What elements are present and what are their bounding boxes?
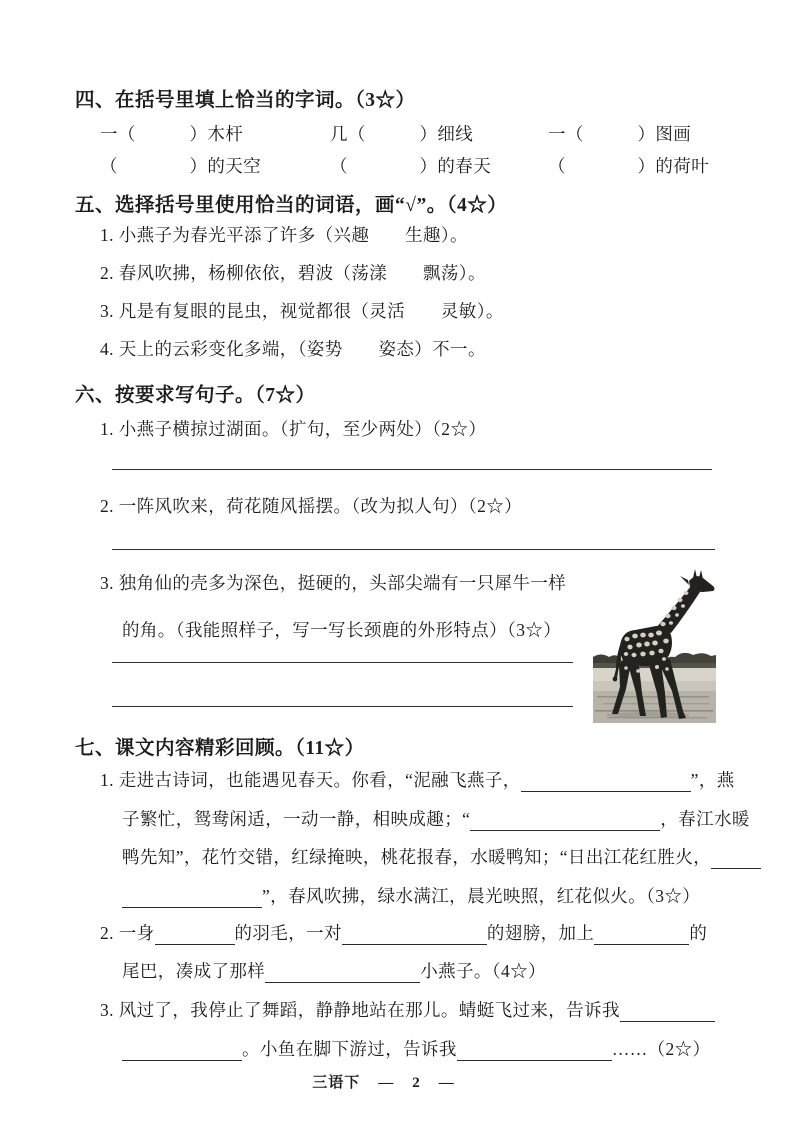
fill-in-blank[interactable] — [265, 964, 420, 983]
question-7-2-line2 — [122, 958, 546, 983]
text-run: 的羽毛，一对 — [234, 923, 342, 943]
question-7-3-line1 — [100, 997, 715, 1022]
answer-line[interactable] — [112, 549, 715, 550]
question-6-1: 1. 小燕子横掠过湖面。（扩句，至少两处）（2☆） — [100, 419, 487, 439]
choice-item-2[interactable]: 2. 春风吹拂，杨柳依依，碧波（荡漾 飘荡）。 — [100, 263, 486, 283]
text-run: 的翅膀，加上 — [486, 923, 595, 943]
fill-blank-item[interactable]: 一（ ）木杆 — [100, 124, 244, 144]
fill-in-blank[interactable] — [470, 812, 660, 831]
question-7-2-line1 — [100, 920, 707, 945]
fill-in-blank[interactable] — [594, 926, 689, 945]
fill-in-blank[interactable] — [342, 926, 487, 945]
footer-book-label: 三语下 — [312, 1075, 361, 1091]
fill-in-blank[interactable] — [711, 850, 761, 869]
choice-item-4[interactable]: 4. 天上的云彩变化多端，（姿势 姿态）不一。 — [100, 339, 486, 359]
footer-page-number: 2 — [412, 1075, 421, 1091]
text-run: 鸭先知”，花竹交错，红绿掩映，桃花报春，水暖鸭知；“日出江花红胜火， — [122, 847, 712, 867]
answer-line[interactable] — [112, 662, 573, 663]
giraffe-illustration — [593, 565, 716, 723]
page-footer — [0, 1071, 767, 1092]
section-five-title: 五、选择括号里使用恰当的词语，画“√”。（4☆） — [75, 195, 508, 216]
text-run: ”，燕 — [690, 770, 735, 790]
text-run: 2. 一身 — [100, 923, 155, 943]
question-7-1-line2 — [122, 806, 750, 831]
giraffe-photo — [593, 565, 716, 723]
fill-blank-item[interactable]: （ ）的春天 — [330, 156, 492, 176]
text-run: ”，春风吹拂，绿水满江，晨光映照，红花似火。（3☆） — [262, 886, 701, 906]
text-run: ，春江水暖 — [660, 809, 750, 829]
answer-line[interactable] — [112, 706, 573, 707]
question-7-1-line1 — [100, 767, 735, 792]
footer-dash: — — [438, 1075, 455, 1091]
text-run: 的 — [689, 923, 708, 943]
section-six-title: 六、按要求写句子。（7☆） — [75, 385, 316, 406]
answer-line[interactable] — [112, 469, 712, 470]
text-run: 尾巴，凑成了那样 — [122, 961, 266, 981]
text-run: 1. 走进古诗词，也能遇见春天。你看，“泥融飞燕子， — [100, 770, 521, 790]
fill-in-blank[interactable] — [122, 1042, 242, 1061]
fill-in-blank[interactable] — [457, 1042, 612, 1061]
section-seven-title: 七、课文内容精彩回顾。（11☆） — [75, 738, 365, 759]
fill-in-blank[interactable] — [155, 926, 235, 945]
fill-blank-item[interactable]: 几（ ）细线 — [330, 124, 474, 144]
fill-in-blank[interactable] — [521, 773, 691, 792]
choice-item-1[interactable]: 1. 小燕子为春光平添了许多（兴趣 生趣）。 — [100, 225, 468, 245]
fill-blank-item[interactable]: （ ）的天空 — [100, 156, 262, 176]
question-6-3-line2: 的角。（我能照样子，写一写长颈鹿的外形特点）（3☆） — [122, 620, 562, 640]
footer-dash: — — [378, 1075, 395, 1091]
text-run: ……（2☆） — [611, 1039, 711, 1059]
text-run: 3. 风过了，我停止了舞蹈，静静地站在那儿。蜻蜓飞过来，告诉我 — [100, 1000, 620, 1020]
question-7-1-line3 — [122, 844, 761, 869]
question-6-2: 2. 一阵风吹来，荷花随风摇摆。（改为拟人句）（2☆） — [100, 496, 523, 516]
fill-in-blank[interactable] — [122, 889, 262, 908]
choice-item-3[interactable]: 3. 凡是有复眼的昆虫，视觉都很（灵活 灵敏）。 — [100, 301, 504, 321]
question-7-3-line2 — [122, 1036, 710, 1061]
section-four-title: 四、在括号里填上恰当的字词。（3☆） — [75, 90, 416, 111]
fill-blank-item[interactable]: 一（ ）图画 — [548, 124, 692, 144]
question-6-3-line1: 3. 独角仙的壳多为深色，挺硬的，头部尖端有一只犀牛一样 — [100, 573, 567, 593]
question-7-1-line4 — [122, 883, 700, 908]
fill-in-blank[interactable] — [620, 1003, 715, 1022]
text-run: 小燕子。（4☆） — [420, 961, 546, 981]
fill-blank-item[interactable]: （ ）的荷叶 — [548, 156, 710, 176]
text-run: 。小鱼在脚下游过，告诉我 — [242, 1039, 457, 1059]
text-run: 子繁忙，鸳鸯闲适，一动一静，相映成趣；“ — [122, 809, 471, 829]
